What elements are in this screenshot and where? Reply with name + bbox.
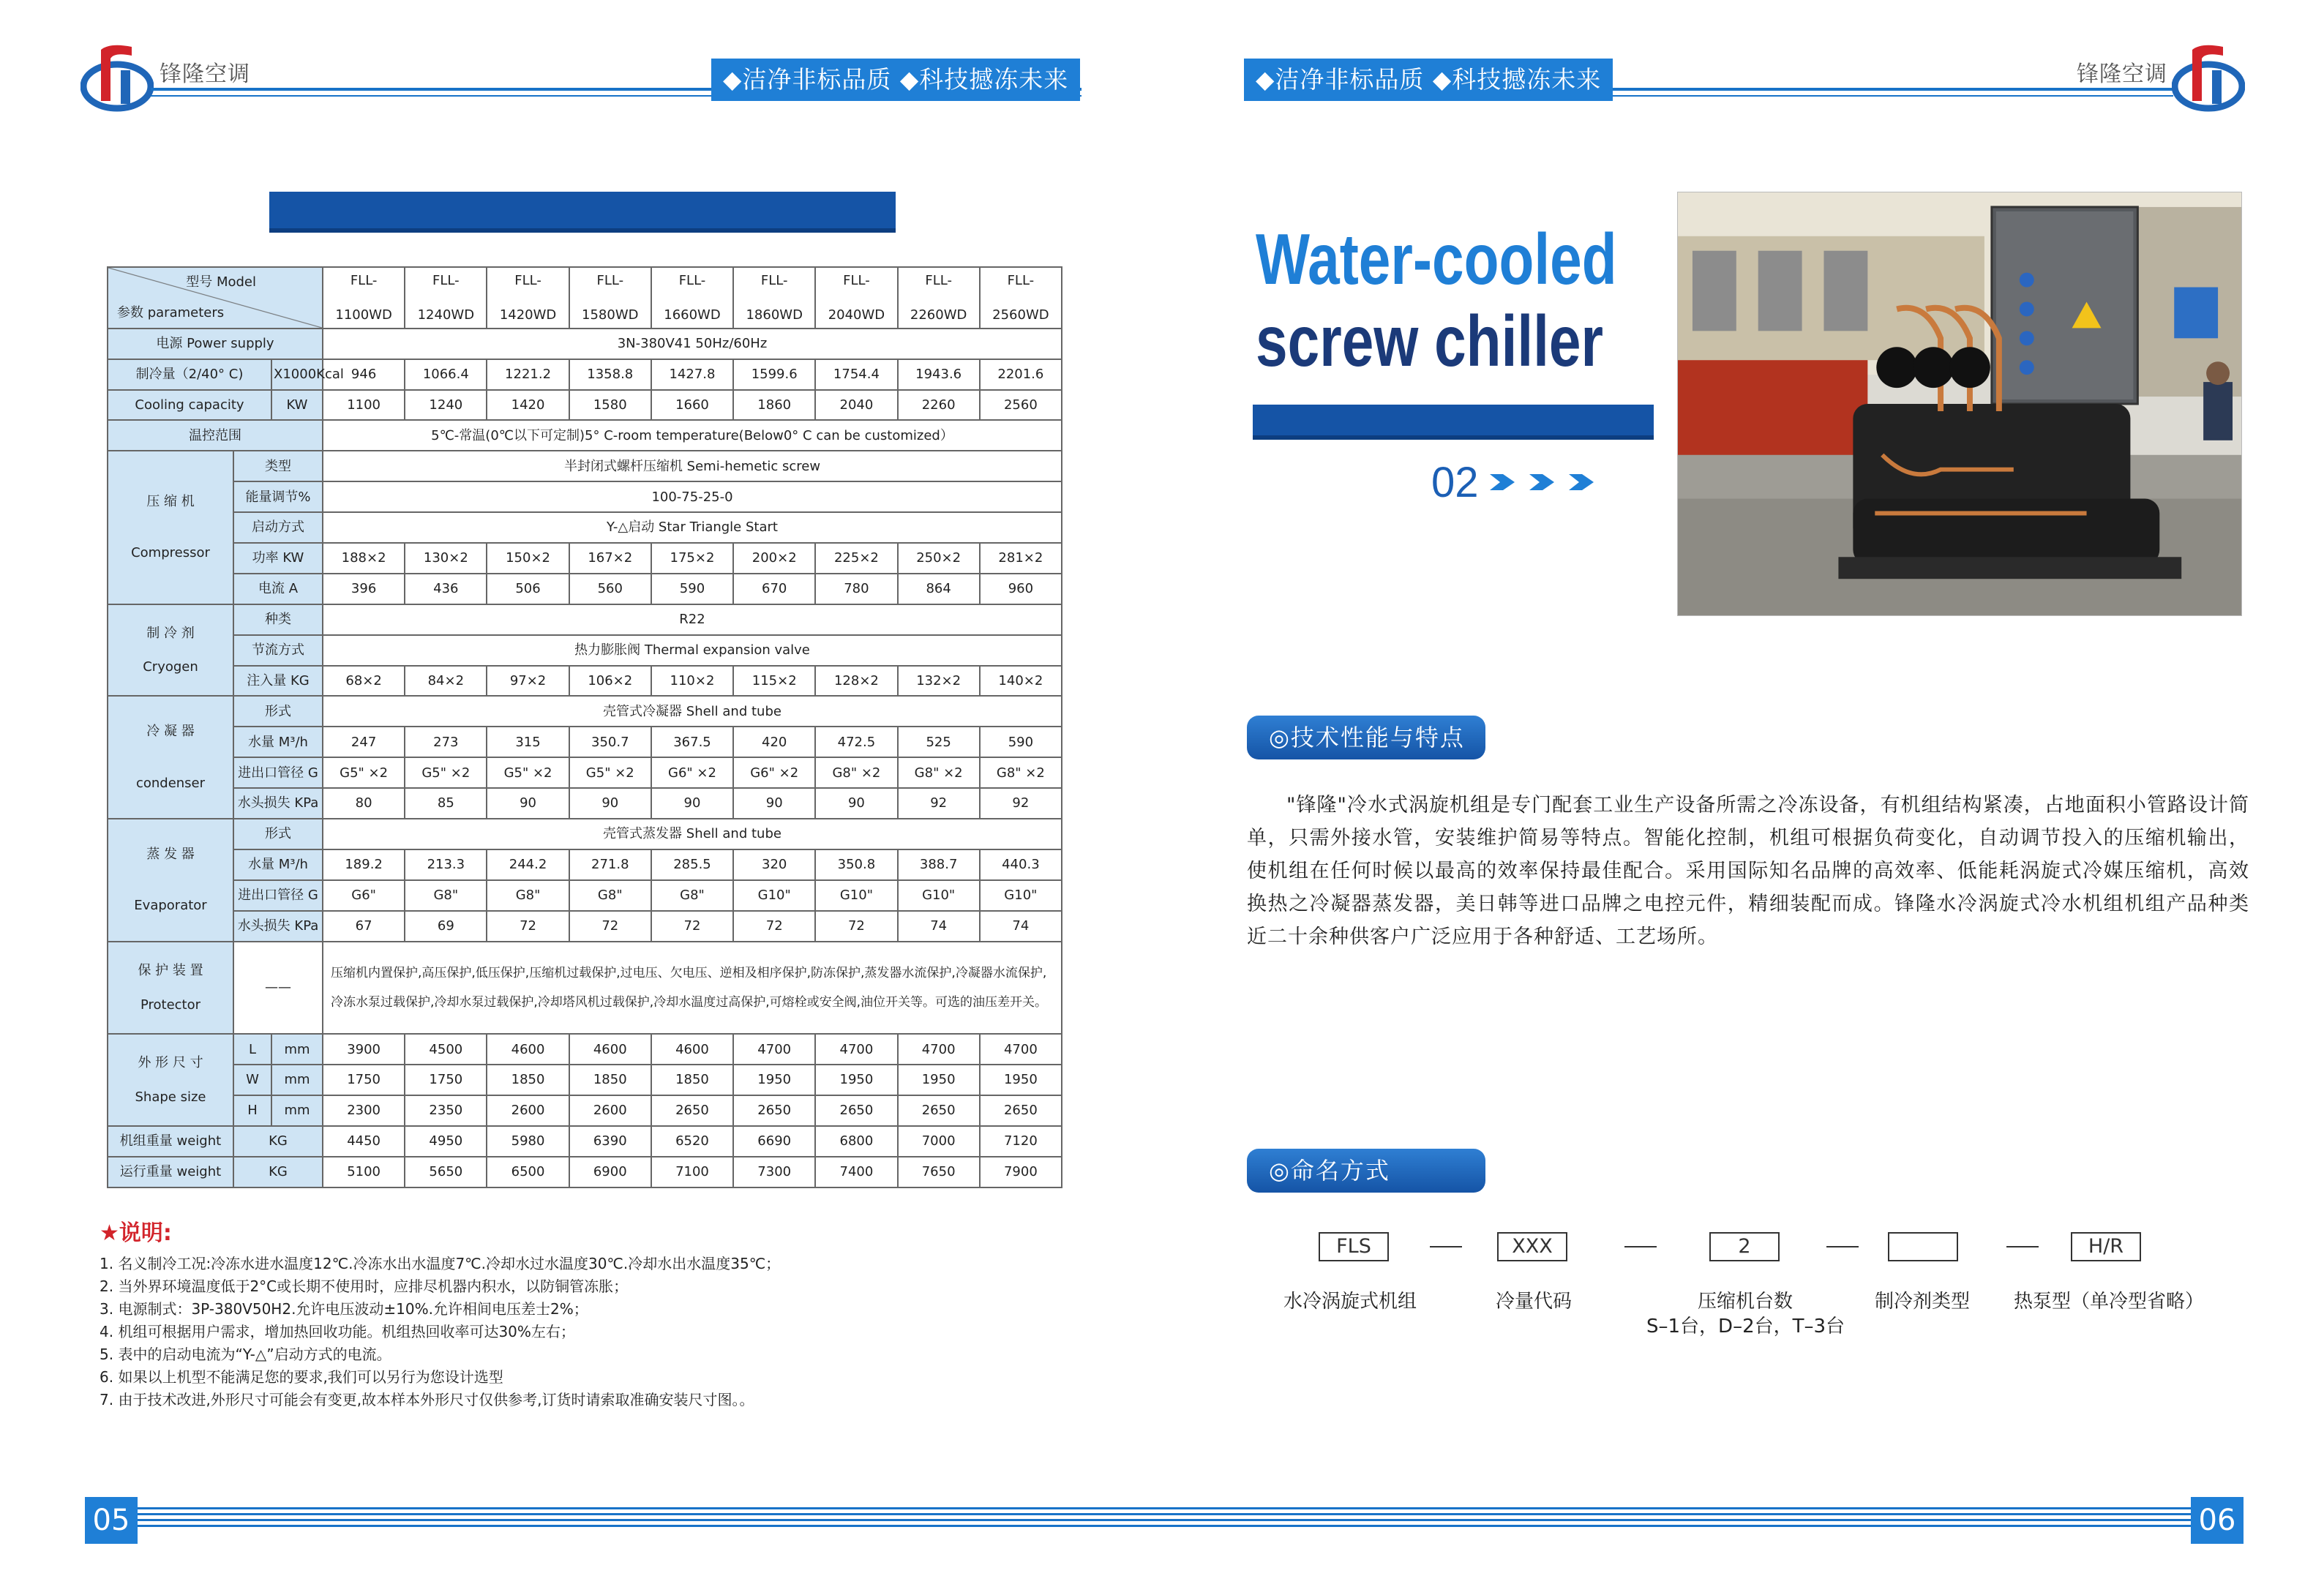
cell: 2350: [405, 1095, 487, 1126]
group-label-shape: 外 形 尺 寸 Shape size: [108, 1034, 233, 1126]
cell: 7000: [898, 1126, 980, 1157]
cell: 5100: [323, 1157, 405, 1187]
cell: G10": [898, 880, 980, 911]
cell: 2650: [733, 1095, 815, 1126]
unit-label: mm: [271, 1065, 323, 1095]
corner-model-label: 型号 Model: [186, 274, 256, 290]
cell-span: 热力膨胀阀 Thermal expansion valve: [323, 635, 1062, 666]
section-heading-naming: ◎命名方式: [1247, 1149, 1485, 1193]
cell: 72: [733, 911, 815, 942]
group-label-condenser: 冷 凝 器 condenser: [108, 696, 233, 819]
cell: 4600: [569, 1034, 651, 1065]
unit-label: KG: [233, 1157, 323, 1187]
row-label: 启动方式: [233, 512, 323, 543]
cell: 506: [487, 574, 569, 604]
cell: 350.7: [569, 727, 651, 757]
cell: 320: [733, 849, 815, 880]
cell: 5650: [405, 1157, 487, 1187]
cell: G8" ×2: [815, 757, 897, 788]
naming-sublabel: S–1台，D–2台，T–3台: [1646, 1316, 1845, 1337]
cell: 6390: [569, 1126, 651, 1157]
unit-label: mm: [271, 1095, 323, 1126]
row-label: 机组重量 weight: [108, 1126, 233, 1157]
row-label: 温控范围: [108, 420, 323, 451]
cell: 188×2: [323, 543, 405, 574]
cell: 72: [569, 911, 651, 942]
corner-parameters-label: 参数 parameters: [117, 305, 225, 321]
section-heading-features: ◎技术性能与特点: [1247, 716, 1485, 759]
naming-box-capacity: XXX: [1497, 1232, 1567, 1261]
cell: 4450: [323, 1126, 405, 1157]
cell: 1660: [651, 390, 733, 421]
cell: 396: [323, 574, 405, 604]
cell: 90: [487, 788, 569, 819]
cell-span: 5℃-常温(0℃以下可定制)5° C-room temperature(Below0° C can be customized）: [323, 420, 1062, 451]
brand-name: 锋隆空调: [2077, 61, 2167, 87]
cell: 3900: [323, 1034, 405, 1065]
naming-dash: [1430, 1246, 1462, 1247]
table-title-bar: [269, 192, 896, 233]
cell: 213.3: [405, 849, 487, 880]
cell: 167×2: [569, 543, 651, 574]
cell: 472.5: [815, 727, 897, 757]
chiller-photo: [1677, 192, 2242, 616]
title-line-2: screw chiller: [1256, 301, 1604, 381]
naming-box-refrigerant: [1888, 1232, 1958, 1261]
cell: 1240: [405, 390, 487, 421]
table-corner-header: [108, 267, 323, 329]
cell: 140×2: [980, 666, 1062, 697]
cell-span: 壳管式冷凝器 Shell and tube: [323, 696, 1062, 727]
cell: G10": [980, 880, 1062, 911]
row-label: 制冷量（2/40° C): [108, 359, 271, 390]
model-header: FLL- 1100WD: [323, 267, 405, 329]
row-label: 类型: [233, 451, 323, 481]
cell: 7300: [733, 1157, 815, 1187]
row-label: Cooling capacity: [108, 390, 271, 421]
cell-span: Y-△启动 Star Triangle Start: [323, 512, 1062, 543]
cell: 2040: [815, 390, 897, 421]
cell: G8": [651, 880, 733, 911]
cell: G10": [733, 880, 815, 911]
note-item: 1. 名义制冷工况:冷冻水进水温度12℃.冷冻水出水温度7℃.冷却水过水温度30℃.冷却水出水温度35℃；: [100, 1255, 781, 1272]
cell: 189.2: [323, 849, 405, 880]
row-label: 电流 A: [233, 574, 323, 604]
unit-label: KW: [271, 390, 323, 421]
row-label: 运行重量 weight: [108, 1157, 233, 1187]
cell: 128×2: [815, 666, 897, 697]
cell: 388.7: [898, 849, 980, 880]
row-label: 进出口管径 G: [233, 757, 323, 788]
cell: G6" ×2: [733, 757, 815, 788]
cell: 4700: [815, 1034, 897, 1065]
dim-label: H: [233, 1095, 271, 1126]
cell: G8" ×2: [980, 757, 1062, 788]
cell: 1754.4: [815, 359, 897, 390]
unit-label: mm: [271, 1034, 323, 1065]
model-header: FLL- 1240WD: [405, 267, 487, 329]
cell: 4950: [405, 1126, 487, 1157]
unit-label: KG: [233, 1126, 323, 1157]
cell: 84×2: [405, 666, 487, 697]
cell: 7650: [898, 1157, 980, 1187]
model-header: FLL- 1420WD: [487, 267, 569, 329]
cell: 960: [980, 574, 1062, 604]
cell: 150×2: [487, 543, 569, 574]
cell: 6900: [569, 1157, 651, 1187]
cell: 175×2: [651, 543, 733, 574]
notes-section: [100, 1215, 1087, 1411]
note-item: 7. 由于技术改进,外形尺寸可能会有变更,故本样本外形尺寸仅供参考,订货时请索取准确安装尺寸图。。: [100, 1391, 754, 1408]
cell: 7120: [980, 1126, 1062, 1157]
row-label: 水量 M³/h: [233, 727, 323, 757]
cell: 72: [651, 911, 733, 942]
cell: 315: [487, 727, 569, 757]
naming-label: 制冷剂类型: [1875, 1291, 1971, 1313]
cell: 525: [898, 727, 980, 757]
row-label: 水头损失 KPa: [233, 788, 323, 819]
row-label: 水头损失 KPa: [233, 911, 323, 942]
cell: 6690: [733, 1126, 815, 1157]
note-item: 3. 电源制式：3P-380V50H2.允许电压波动±10%.允许相间电压差士2%；: [100, 1300, 588, 1318]
cell: G8": [487, 880, 569, 911]
cell: 2650: [651, 1095, 733, 1126]
naming-label: 冷量代码: [1496, 1291, 1573, 1313]
cell: 80: [323, 788, 405, 819]
cell: 1950: [898, 1065, 980, 1095]
brand-logo-icon: [80, 42, 154, 113]
cell: 67: [323, 911, 405, 942]
cell: 4600: [487, 1034, 569, 1065]
cell: 85: [405, 788, 487, 819]
naming-dash: [1826, 1246, 1859, 1247]
cell: 2600: [487, 1095, 569, 1126]
cell: 946: [323, 359, 405, 390]
cell: 106×2: [569, 666, 651, 697]
cell: 780: [815, 574, 897, 604]
cell: G8": [569, 880, 651, 911]
cell: 1420: [487, 390, 569, 421]
cell: G8": [405, 880, 487, 911]
slogan-banner: ◆洁净非标品质 ◆科技撼冻未来: [1244, 59, 1613, 101]
cell: 74: [980, 911, 1062, 942]
page-number-right: 06: [2191, 1497, 2244, 1544]
cell: 1221.2: [487, 359, 569, 390]
naming-dash: [2006, 1246, 2039, 1247]
cell: 590: [980, 727, 1062, 757]
dim-label: L: [233, 1034, 271, 1065]
cell: 670: [733, 574, 815, 604]
naming-label: 压缩机台数: [1698, 1291, 1793, 1313]
model-header: FLL- 1660WD: [651, 267, 733, 329]
cell: 350.8: [815, 849, 897, 880]
note-item: 2. 当外界环境温度低于2°C或长期不使用时，应排尽机器内积水，以防铜管冻胀；: [100, 1277, 629, 1295]
cell: 74: [898, 911, 980, 942]
model-header: FLL- 2040WD: [815, 267, 897, 329]
brand-name: 锋隆空调: [160, 61, 250, 87]
group-label-refrigerant: 制 冷 剂 Cryogen: [108, 604, 233, 697]
cell: 1950: [815, 1065, 897, 1095]
spec-table: [107, 266, 1062, 1188]
cell: 6800: [815, 1126, 897, 1157]
naming-box-series: FLS: [1319, 1232, 1389, 1261]
row-label: 电源 Power supply: [108, 329, 323, 359]
slogan-banner: ◆洁净非标品质 ◆科技撼冻未来: [711, 59, 1080, 101]
unit-label: X1000Kcal: [271, 359, 323, 390]
cell: 4700: [733, 1034, 815, 1065]
cell: 110×2: [651, 666, 733, 697]
cell: G5" ×2: [405, 757, 487, 788]
cell: 7400: [815, 1157, 897, 1187]
chevron-right-icon: [1567, 473, 1595, 492]
row-label: 形式: [233, 819, 323, 849]
cell: 271.8: [569, 849, 651, 880]
cell: 1850: [569, 1065, 651, 1095]
cell: 440.3: [980, 849, 1062, 880]
cell: 244.2: [487, 849, 569, 880]
cell: 6520: [651, 1126, 733, 1157]
cell: 1750: [405, 1065, 487, 1095]
cell: 4700: [898, 1034, 980, 1065]
cell: 132×2: [898, 666, 980, 697]
row-label: 能量调节%: [233, 481, 323, 512]
title-line-1: Water-cooled: [1256, 219, 1617, 299]
note-item: 4. 机组可根据用户需求，增加热回收功能。机组热回收率可达30%左右；: [100, 1323, 575, 1340]
dim-label: W: [233, 1065, 271, 1095]
cell: G6" ×2: [651, 757, 733, 788]
row-label: 形式: [233, 696, 323, 727]
cell: 1943.6: [898, 359, 980, 390]
cell: 2560: [980, 390, 1062, 421]
naming-dash: [1624, 1246, 1657, 1247]
cell-span: 壳管式蒸发器 Shell and tube: [323, 819, 1062, 849]
protector-dash: ——: [233, 942, 323, 1035]
star-icon: ★: [100, 1220, 119, 1246]
naming-box-heat-pump: H/R: [2071, 1232, 2141, 1261]
cell: 2260: [898, 390, 980, 421]
note-item: 6. 如果以上机型不能满足您的要求,我们可以另行为您设计选型: [100, 1368, 503, 1386]
naming-box-compressors: 2: [1709, 1232, 1780, 1261]
features-paragraph: "锋隆"冷水式涡旋机组是专门配套工业生产设备所需之冷冻设备，有机组结构紧凑，占地面积小管路设计简单，只需外接水管，安装维护简易等特点。智能化控制，机组可根据负荷变化，自动调节投入的压缩机输出，使机组在任何时候以最高的效率保持最佳配合。采用国际知名品牌的高效率、低能耗涡旋式冷媒压缩机，高效换热之冷凝器蒸发器，美日韩等进口品牌之电控元件，精细装配而成。锋隆水冷涡旋式冷水机组机组产品种类近二十余种供客户广泛应用于各种舒适、工艺场所。: [1247, 794, 2249, 948]
cell: 2600: [569, 1095, 651, 1126]
model-header: FLL- 1860WD: [733, 267, 815, 329]
model-header: FLL- 2560WD: [980, 267, 1062, 329]
cell: 1860: [733, 390, 815, 421]
cell: 420: [733, 727, 815, 757]
cell: 436: [405, 574, 487, 604]
cell: 590: [651, 574, 733, 604]
model-header: FLL- 1580WD: [569, 267, 651, 329]
cell: 90: [569, 788, 651, 819]
cell: 90: [651, 788, 733, 819]
cell: 1950: [733, 1065, 815, 1095]
cell: 115×2: [733, 666, 815, 697]
cell: 2300: [323, 1095, 405, 1126]
footer-rules: [102, 1507, 2195, 1531]
cell: 1850: [651, 1065, 733, 1095]
cell: 6500: [487, 1157, 569, 1187]
group-label-compressor: 压 缩 机 Compressor: [108, 451, 233, 604]
title-underline-bar: [1253, 405, 1654, 440]
section-number: 02: [1431, 459, 1479, 506]
cell: G5" ×2: [323, 757, 405, 788]
cell: 68×2: [323, 666, 405, 697]
cell: 1358.8: [569, 359, 651, 390]
protector-text: 压缩机内置保护,高压保护,低压保护,压缩机过载保护,过电压、欠电压、逆相及相序保护,防冻保护,蒸发器水流保护,冷凝器水流保护,冷冻水泵过载保护,冷却水泵过载保护,冷却塔风机过载保护,冷却水温度过高保护,可熔栓或安全阀,油位开关等。可选的油压差开关。: [323, 942, 1062, 1035]
row-label: 水量 M³/h: [233, 849, 323, 880]
cell: 2650: [815, 1095, 897, 1126]
cell: 4600: [651, 1034, 733, 1065]
cell: 4500: [405, 1034, 487, 1065]
cell: 560: [569, 574, 651, 604]
cell: 7900: [980, 1157, 1062, 1187]
cell: G6": [323, 880, 405, 911]
row-label: 进出口管径 G: [233, 880, 323, 911]
cell: 367.5: [651, 727, 733, 757]
group-label-evaporator: 蒸 发 器 Evaporator: [108, 819, 233, 942]
cell: 225×2: [815, 543, 897, 574]
cell: 1750: [323, 1065, 405, 1095]
naming-label: 热泵型（单冷型省略）: [2014, 1291, 2205, 1313]
cell: 72: [487, 911, 569, 942]
row-label: 功率 KW: [233, 543, 323, 574]
cell: G10": [815, 880, 897, 911]
cell: G5" ×2: [487, 757, 569, 788]
cell: 90: [815, 788, 897, 819]
cell: 1580: [569, 390, 651, 421]
row-label: 种类: [233, 604, 323, 635]
cell: 285.5: [651, 849, 733, 880]
cell: 1066.4: [405, 359, 487, 390]
cell-span: 半封闭式螺杆压缩机 Semi-hemetic screw: [323, 451, 1062, 481]
page-number-left: 05: [85, 1497, 138, 1544]
cell: 92: [898, 788, 980, 819]
cell: 1950: [980, 1065, 1062, 1095]
cell-span: 100-75-25-0: [323, 481, 1062, 512]
cell: 1427.8: [651, 359, 733, 390]
cell: 7100: [651, 1157, 733, 1187]
cell: 130×2: [405, 543, 487, 574]
cell-span: R22: [323, 604, 1062, 635]
cell: 2201.6: [980, 359, 1062, 390]
cell: 250×2: [898, 543, 980, 574]
cell: 1850: [487, 1065, 569, 1095]
cell: 273: [405, 727, 487, 757]
model-header: FLL- 2260WD: [898, 267, 980, 329]
cell: 97×2: [487, 666, 569, 697]
row-label: 节流方式: [233, 635, 323, 666]
cell-span: 3N-380V41 50Hz/60Hz: [323, 329, 1062, 359]
cell: 2650: [898, 1095, 980, 1126]
note-item: 5. 表中的启动电流为“Y-△”启动方式的电流。: [100, 1346, 391, 1363]
chevron-right-icon: [1488, 473, 1516, 492]
cell: 1599.6: [733, 359, 815, 390]
cell: 5980: [487, 1126, 569, 1157]
cell: 200×2: [733, 543, 815, 574]
brand-logo-icon: [2172, 42, 2245, 113]
naming-label: 水冷涡旋式机组: [1283, 1291, 1417, 1313]
group-label-protector: 保 护 装 置 Protector: [108, 942, 233, 1035]
cell: G8" ×2: [898, 757, 980, 788]
row-label: 注入量 KG: [233, 666, 323, 697]
cell: 4700: [980, 1034, 1062, 1065]
cell: 1100: [323, 390, 405, 421]
cell: 864: [898, 574, 980, 604]
notes-title: ★说明:: [100, 1220, 172, 1246]
cell: 72: [815, 911, 897, 942]
cell: 247: [323, 727, 405, 757]
chevron-right-icon: [1528, 473, 1556, 492]
cell: 2650: [980, 1095, 1062, 1126]
cell: 92: [980, 788, 1062, 819]
cell: 281×2: [980, 543, 1062, 574]
cell: 69: [405, 911, 487, 942]
cell: G5" ×2: [569, 757, 651, 788]
cell: 90: [733, 788, 815, 819]
